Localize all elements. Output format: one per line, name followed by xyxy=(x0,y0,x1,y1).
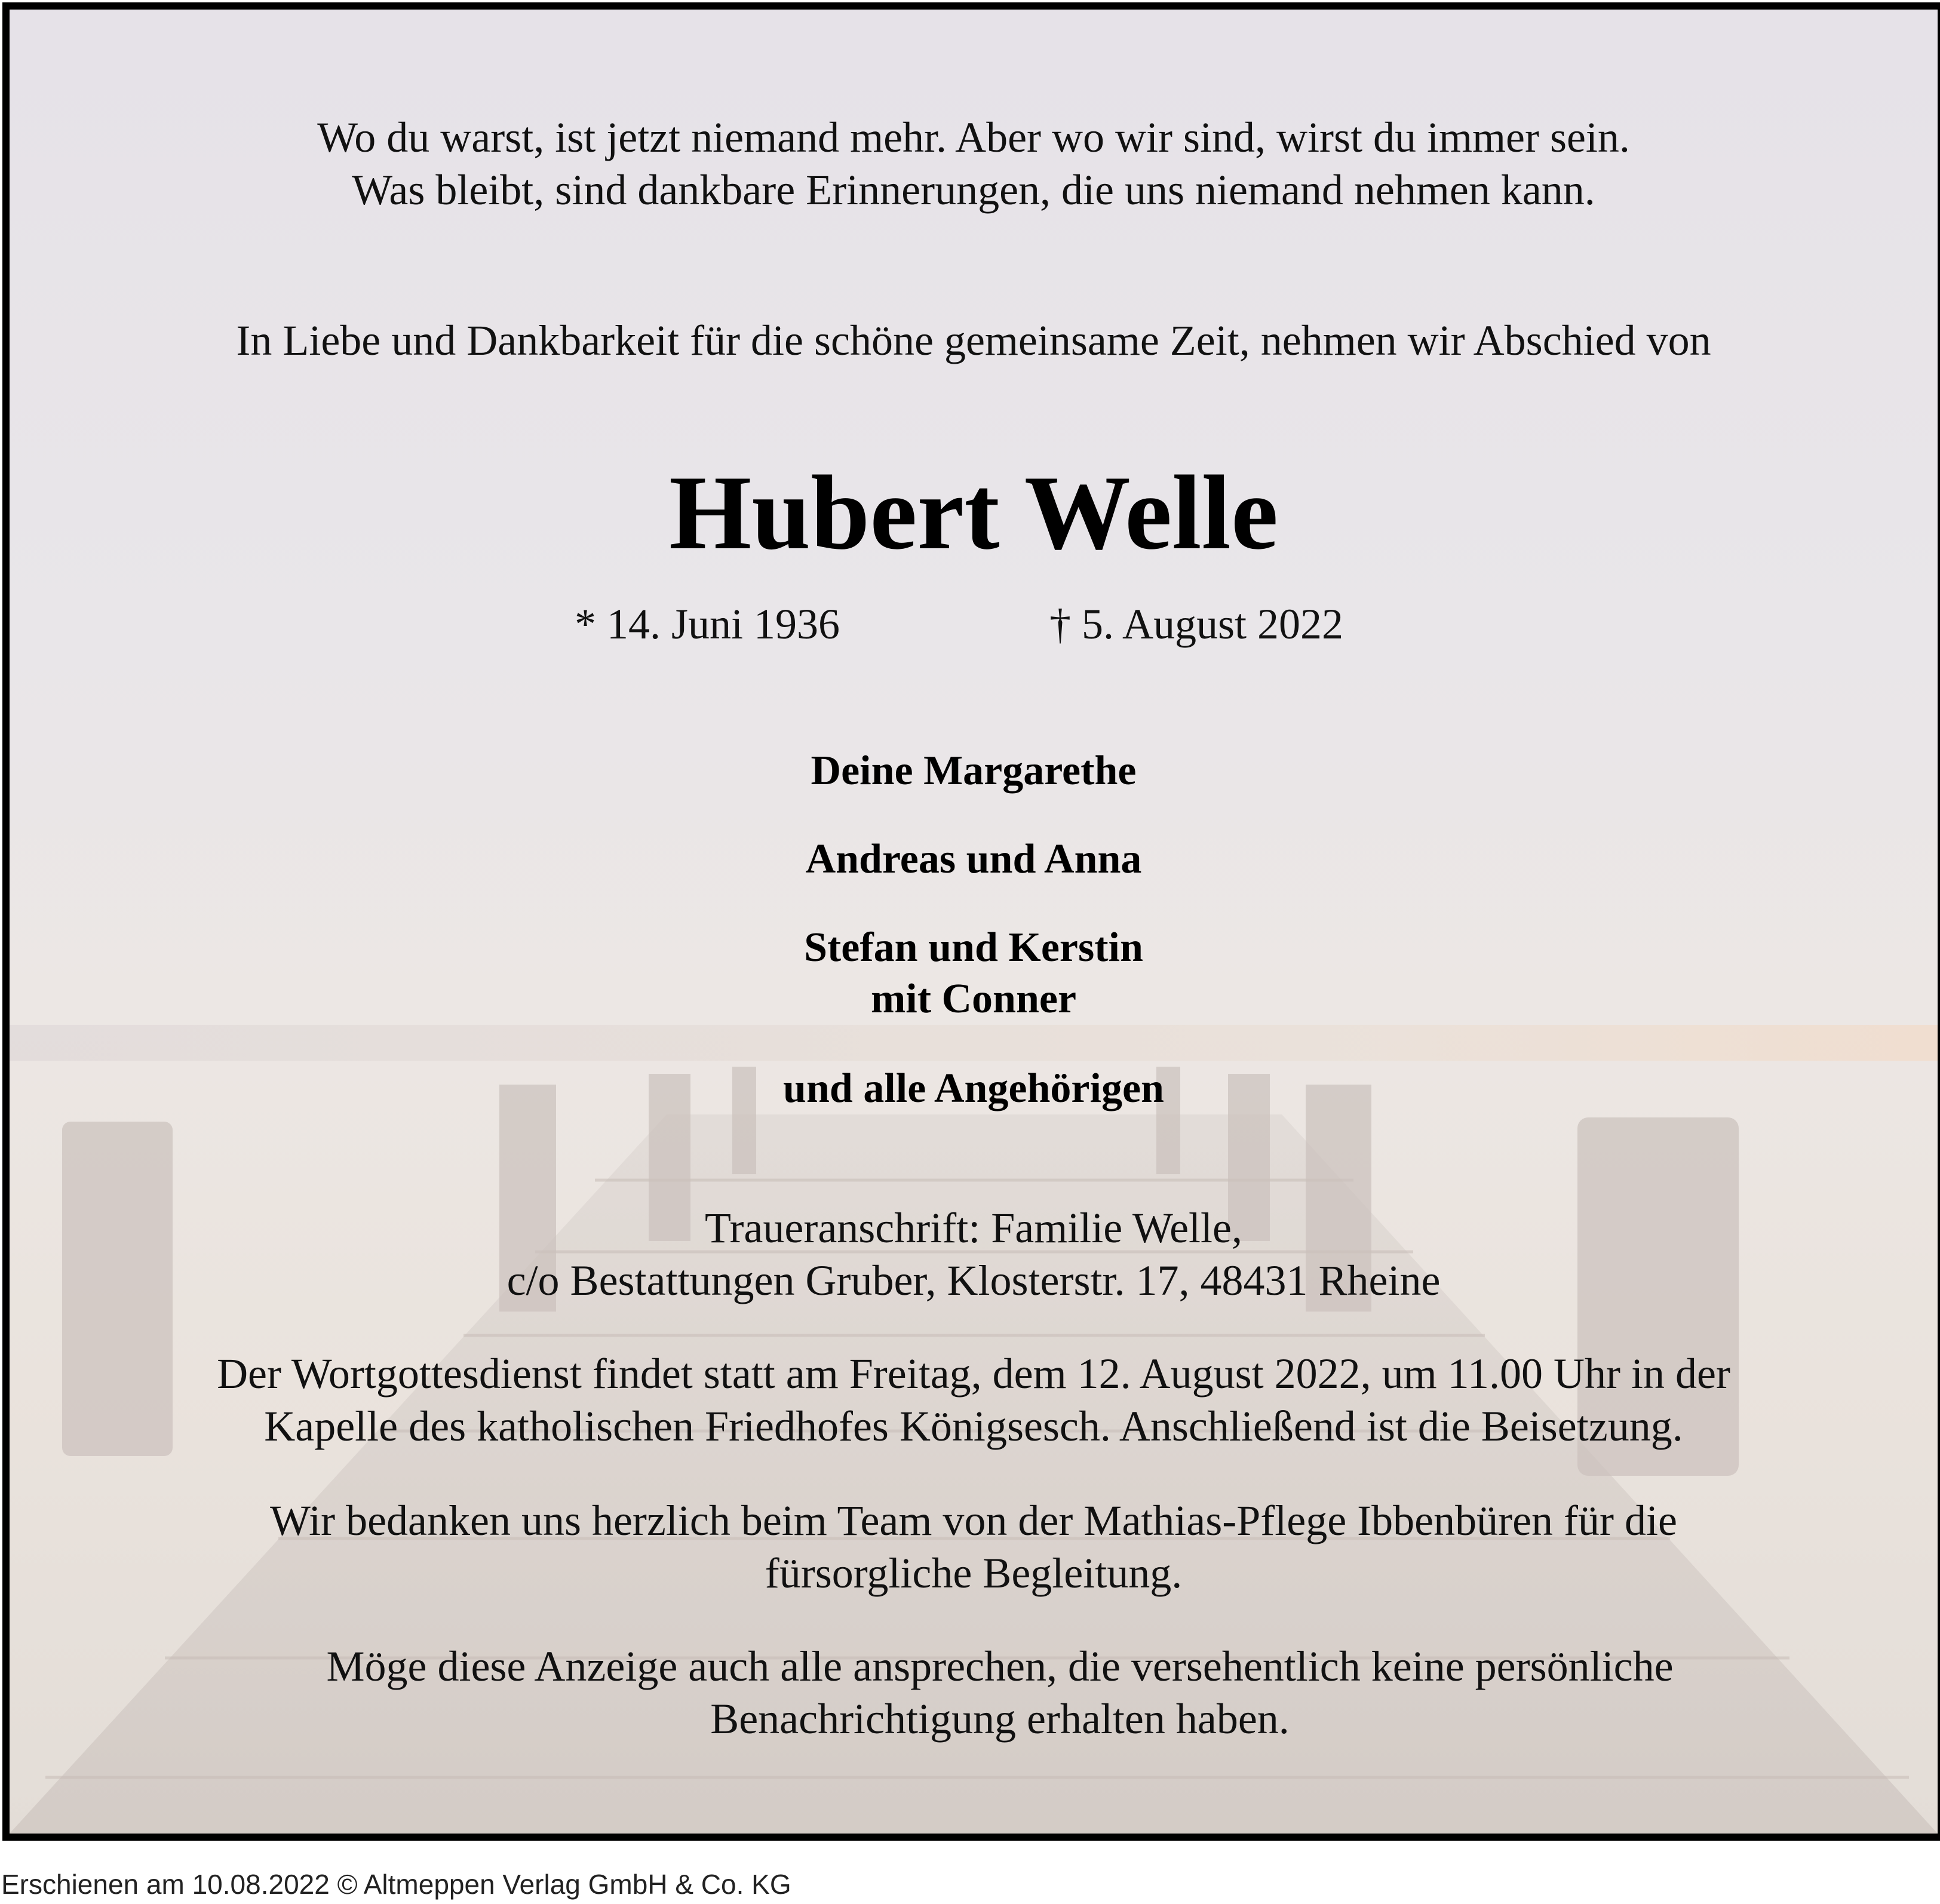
thanks-line-2: fürsorgliche Begleitung. xyxy=(765,1549,1183,1597)
verse-line-2: Was bleibt, sind dankbare Erinnerungen, die uns niemand nehmen kann. xyxy=(352,166,1595,214)
thanks-line-1: Wir bedanken uns herzlich beim Team von der Mathias-Pflege Ibbenbüren für die xyxy=(270,1497,1677,1544)
mourner-4: und alle Angehörigen xyxy=(783,1065,1164,1111)
mourner-3-line-2: mit Conner xyxy=(870,976,1077,1022)
intro-text: In Liebe und Dankbarkeit für die schöne gemeinsame Zeit, nehmen wir Abschied von xyxy=(236,317,1711,364)
notice-line-1: Möge diese Anzeige auch alle ansprechen, die versehentlich keine persönliche xyxy=(326,1642,1674,1690)
notice-line-2: Benachrichtigung erhalten haben. xyxy=(710,1695,1290,1743)
mourner-1: Deine Margarethe xyxy=(811,748,1137,794)
service-line-1: Der Wortgottesdienst findet statt am Freitag, dem 12. August 2022, um 11.00 Uhr in der xyxy=(217,1350,1730,1398)
mourner-2: Andreas und Anna xyxy=(805,836,1142,882)
publication-footer: Erschienen am 10.08.2022 © Altmeppen Verlag GmbH & Co. KG xyxy=(1,1869,791,1900)
death-date: † 5. August 2022 xyxy=(1049,600,1344,648)
service-line-2: Kapelle des katholischen Friedhofes Königsesch. Anschließend ist die Beisetzung. xyxy=(264,1402,1683,1450)
mourner-3-line-1: Stefan und Kerstin xyxy=(804,925,1143,971)
address-line-2: c/o Bestattungen Gruber, Klosterstr. 17, 48431 Rheine xyxy=(507,1257,1441,1304)
ad-frame xyxy=(2,2,1940,1841)
birth-date: * 14. Juni 1936 xyxy=(575,600,840,648)
address-line-1: Traueranschrift: Familie Welle, xyxy=(705,1204,1242,1252)
deceased-name: Hubert Welle xyxy=(668,453,1279,572)
verse-line-1: Wo du warst, ist jetzt niemand mehr. Aber wo wir sind, wirst du immer sein. xyxy=(317,113,1630,161)
